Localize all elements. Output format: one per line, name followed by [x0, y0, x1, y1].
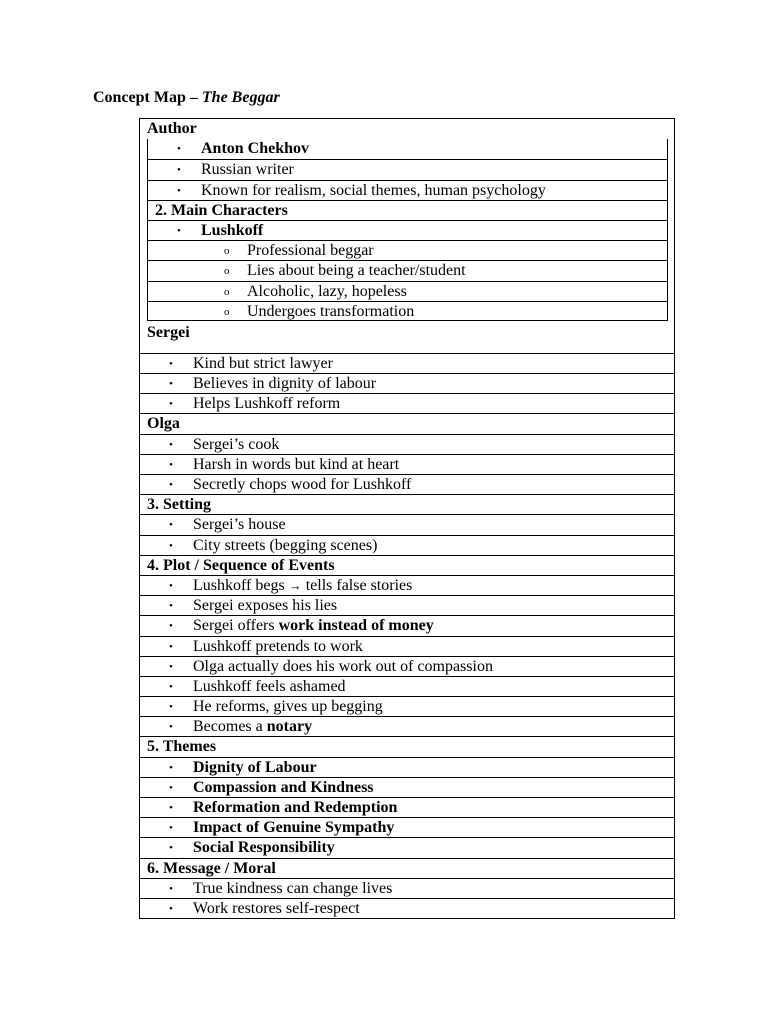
concept-map-table	[139, 118, 675, 919]
bullet-icon: •	[169, 680, 173, 693]
plot-item: • Becomes a notary	[140, 716, 674, 736]
message-item: • Work restores self-respect	[140, 898, 674, 918]
setting-item: • City streets (begging scenes)	[140, 535, 674, 555]
author-item: • Russian writer	[147, 159, 668, 179]
section-setting-heading: 3. Setting	[140, 494, 674, 514]
plot-item: • Lushkoff feels ashamed	[140, 676, 674, 696]
section-author-heading: Author	[147, 120, 197, 137]
bullet-icon: •	[169, 721, 173, 734]
author-item: • Known for realism, social themes, human psychology	[147, 180, 668, 200]
character-lushkoff-heading: • Lushkoff	[147, 220, 668, 240]
section-characters-heading: 2. Main Characters	[147, 200, 668, 220]
title-work: The Beggar	[201, 89, 280, 106]
lushkoff-trait: o Professional beggar	[147, 240, 668, 260]
bullet-icon: •	[169, 600, 173, 613]
theme-item: • Dignity of Labour	[140, 757, 674, 777]
message-item: • True kindness can change lives	[140, 878, 674, 898]
plot-item: • Sergei offers work instead of money	[140, 615, 674, 635]
bullet-icon: •	[177, 143, 181, 156]
sub-bullet-icon: o	[224, 245, 230, 258]
setting-item: • Sergei’s house	[140, 514, 674, 534]
bullet-icon: •	[169, 519, 173, 532]
lushkoff-trait: o Alcoholic, lazy, hopeless	[147, 281, 668, 301]
bullet-icon: •	[169, 357, 173, 370]
plot-item: • He reforms, gives up begging	[140, 696, 674, 716]
bullet-icon: •	[169, 579, 173, 592]
bullet-icon: •	[169, 479, 173, 491]
bullet-icon: •	[169, 802, 173, 814]
sub-bullet-icon: o	[224, 265, 230, 278]
bullet-icon: •	[169, 701, 173, 714]
author-item: • Anton Chekhov	[147, 139, 668, 159]
arrow-right-icon: →	[288, 577, 302, 593]
bullet-icon: •	[169, 438, 173, 451]
bullet-icon: •	[169, 660, 173, 673]
plot-item: • Lushkoff pretends to work	[140, 636, 674, 656]
olga-trait: • Harsh in words but kind at heart	[140, 454, 674, 474]
bullet-icon: •	[169, 398, 173, 411]
bullet-icon: •	[169, 640, 173, 653]
lushkoff-trait: o Undergoes transformation	[147, 301, 668, 321]
bullet-icon: •	[169, 539, 173, 552]
section-themes-heading: 5. Themes	[140, 736, 674, 756]
title-prefix: Concept Map –	[93, 89, 202, 106]
bullet-icon: •	[169, 620, 173, 633]
olga-trait: • Sergei’s cook	[140, 434, 674, 454]
bullet-icon: •	[169, 902, 173, 915]
sergei-trait: • Believes in dignity of labour	[140, 373, 674, 393]
theme-item: • Social Responsibility	[140, 837, 674, 857]
olga-trait: • Secretly chops wood for Lushkoff	[140, 474, 674, 494]
bullet-icon: •	[169, 781, 173, 794]
character-olga-heading: Olga	[140, 413, 674, 433]
plot-item: • Sergei exposes his lies	[140, 595, 674, 615]
bullet-icon: •	[177, 164, 181, 177]
sergei-trait: • Kind but strict lawyer	[140, 353, 674, 373]
sub-bullet-icon: o	[224, 305, 230, 318]
plot-item: • Olga actually does his work out of compassion	[140, 656, 674, 676]
sub-bullet-icon: o	[224, 285, 230, 298]
bullet-icon: •	[169, 822, 173, 835]
bullet-icon: •	[177, 224, 181, 237]
lushkoff-trait: o Lies about being a teacher/student	[147, 260, 668, 280]
page-title	[93, 88, 280, 108]
bullet-icon: •	[169, 842, 173, 855]
plot-item: • Lushkoff begs → tells false stories	[140, 575, 674, 595]
theme-item: • Impact of Genuine Sympathy	[140, 817, 674, 837]
theme-item: • Compassion and Kindness	[140, 777, 674, 797]
theme-item: • Reformation and Redemption	[140, 797, 674, 817]
bullet-icon: •	[169, 458, 173, 471]
bullet-icon: •	[177, 184, 181, 197]
section-message-heading: 6. Message / Moral	[140, 858, 674, 878]
sergei-trait: • Helps Lushkoff reform	[140, 393, 674, 413]
character-sergei-heading: Sergei	[147, 323, 190, 341]
bullet-icon: •	[169, 378, 173, 391]
bullet-icon: •	[169, 882, 173, 895]
bullet-icon: •	[169, 761, 173, 774]
section-plot-heading: 4. Plot / Sequence of Events	[140, 555, 674, 575]
